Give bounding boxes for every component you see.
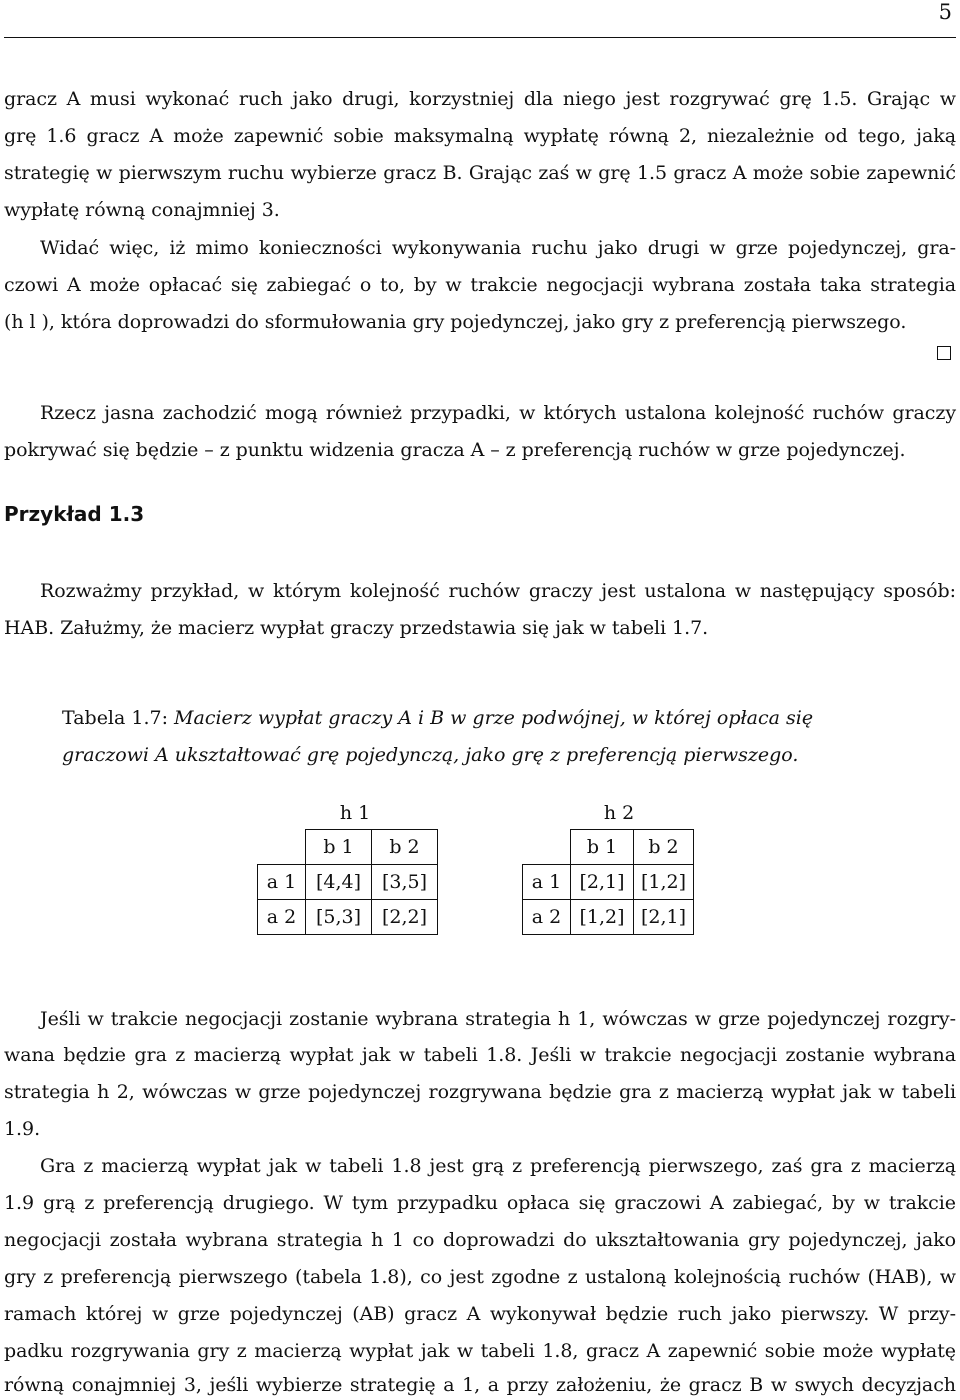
table-row-header: a 2: [258, 900, 306, 935]
table-title: h 2: [603, 802, 635, 824]
table-corner: [258, 830, 306, 865]
table-row: [258, 900, 438, 935]
text-line: gracz A musi wykonać ruch jako drugi, korzystniej dla niego jest rozgrywać grę 1.5. Grając w: [4, 88, 956, 110]
text-line: 1.9 grą z preferencją drugiego. W tym przypadku opłaca się graczowi A zabiegać, by w trakcie: [4, 1192, 956, 1214]
text-line: równą conajmniej 3, jeśli wybierze strategię a 1, a przy założeniu, że gracz B w swych decyzjach: [4, 1374, 956, 1396]
table-caption: [62, 703, 902, 733]
text-line: pokrywać się będzie – z punktu widzenia gracza A – z preferencją ruchów w grze pojedynczej.: [4, 439, 906, 461]
text-line: grę 1.6 gracz A może zapewnić sobie maksymalną wypłatę równą 2, niezależnie od tego, jaką: [4, 125, 956, 147]
table-row: [523, 900, 694, 935]
text-line: strategia h 2, wówczas w grze pojedynczej rozgrywana będzie gra z macierzą wypłat jak w tabeli: [4, 1081, 956, 1103]
caption-line-1: Macierz wypłat graczy A i B w grze podwójnej, w której opłaca się: [174, 707, 814, 729]
table-cell: [2,2]: [372, 900, 438, 935]
table-col-header: b 1: [306, 830, 372, 865]
caption-label: Tabela 1.7:: [62, 707, 168, 729]
table-cell: [5,3]: [306, 900, 372, 935]
qed-square-icon: [937, 346, 951, 360]
table-cell: [2,1]: [571, 865, 634, 900]
table-col-header: b 2: [634, 830, 694, 865]
text-line: Rozważmy przykład, w którym kolejność ruchów graczy jest ustalona w następujący sposób:: [40, 580, 956, 602]
text-line: HAB. Załużmy, że macierz wypłat graczy przedstawia się jak w tabeli 1.7.: [4, 617, 709, 639]
text-line: wana będzie gra z macierzą wypłat jak w tabeli 1.8. Jeśli w trakcie negocjacji zostanie wybrana: [4, 1044, 956, 1066]
table-cell: [3,5]: [372, 865, 438, 900]
caption-line-2: graczowi A ukształtować grę pojedynczą, jako grę z preferencją pierwszego.: [62, 744, 799, 766]
text-line: (h l ), która doprowadzi do sformułowania gry pojedynczej, jako gry z preferencją pierwszego.: [4, 311, 907, 333]
example-heading: Przykład 1.3: [4, 502, 145, 526]
text-line: Rzecz jasna zachodzić mogą również przypadki, w których ustalona kolejność ruchów graczy: [40, 402, 956, 424]
text-line: gry z preferencją pierwszego (tabela 1.8), co jest zgodne z ustaloną kolejnością ruchów (HAB), w: [4, 1266, 956, 1288]
table-cell: [2,1]: [634, 900, 694, 935]
table-row: [523, 865, 694, 900]
table-row-header: a 1: [258, 865, 306, 900]
text-line: wypłatę równą conajmniej 3.: [4, 199, 280, 221]
table-title: h 1: [339, 802, 371, 824]
text-line: 1.9.: [4, 1118, 41, 1140]
page-number: 5: [938, 0, 952, 24]
text-line: negocjacji została wybrana strategia h 1 co doprowadzi do ukształtowania gry pojedynczej, jako: [4, 1229, 956, 1251]
text-line: ramach której w grze pojedynczej (AB) gracz A wykonywał będzie ruch jako pierwszy. W przy-: [4, 1303, 956, 1325]
table-col-header: b 1: [571, 830, 634, 865]
table-col-header: b 2: [372, 830, 438, 865]
table-cell: [1,2]: [634, 865, 694, 900]
payoff-table-h2: [522, 829, 694, 935]
table-row-header: a 2: [523, 900, 571, 935]
text-line: Widać więc, iż mimo konieczności wykonywania ruchu jako drugi w grze pojedynczej, gra-: [40, 237, 956, 259]
table-cell: [4,4]: [306, 865, 372, 900]
text-line: Jeśli w trakcie negocjacji zostanie wybrana strategia h 1, wówczas w grze pojedynczej rozgry-: [40, 1008, 956, 1030]
table-row-header: a 1: [523, 865, 571, 900]
payoff-table-h1: [257, 829, 438, 935]
table-corner: [523, 830, 571, 865]
table-row: [523, 830, 694, 865]
table-row: [258, 830, 438, 865]
header-rule: [4, 37, 956, 38]
table-row: [258, 865, 438, 900]
table-cell: [1,2]: [571, 900, 634, 935]
text-line: czowi A może opłacać się zabiegać o to, by w trakcie negocjacji wybrana została taka strategia: [4, 274, 956, 296]
text-line: strategię w pierwszym ruchu wybierze gracz B. Grając zaś w grę 1.5 gracz A może sobie zapewnić: [4, 162, 956, 184]
text-line: Gra z macierzą wypłat jak w tabeli 1.8 jest grą z preferencją pierwszego, zaś gra z macierzą: [40, 1155, 956, 1177]
text-line: padku rozgrywania gry z macierzą wypłat jak w tabeli 1.8, gracz A zapewnić sobie może wypłatę: [4, 1340, 956, 1362]
